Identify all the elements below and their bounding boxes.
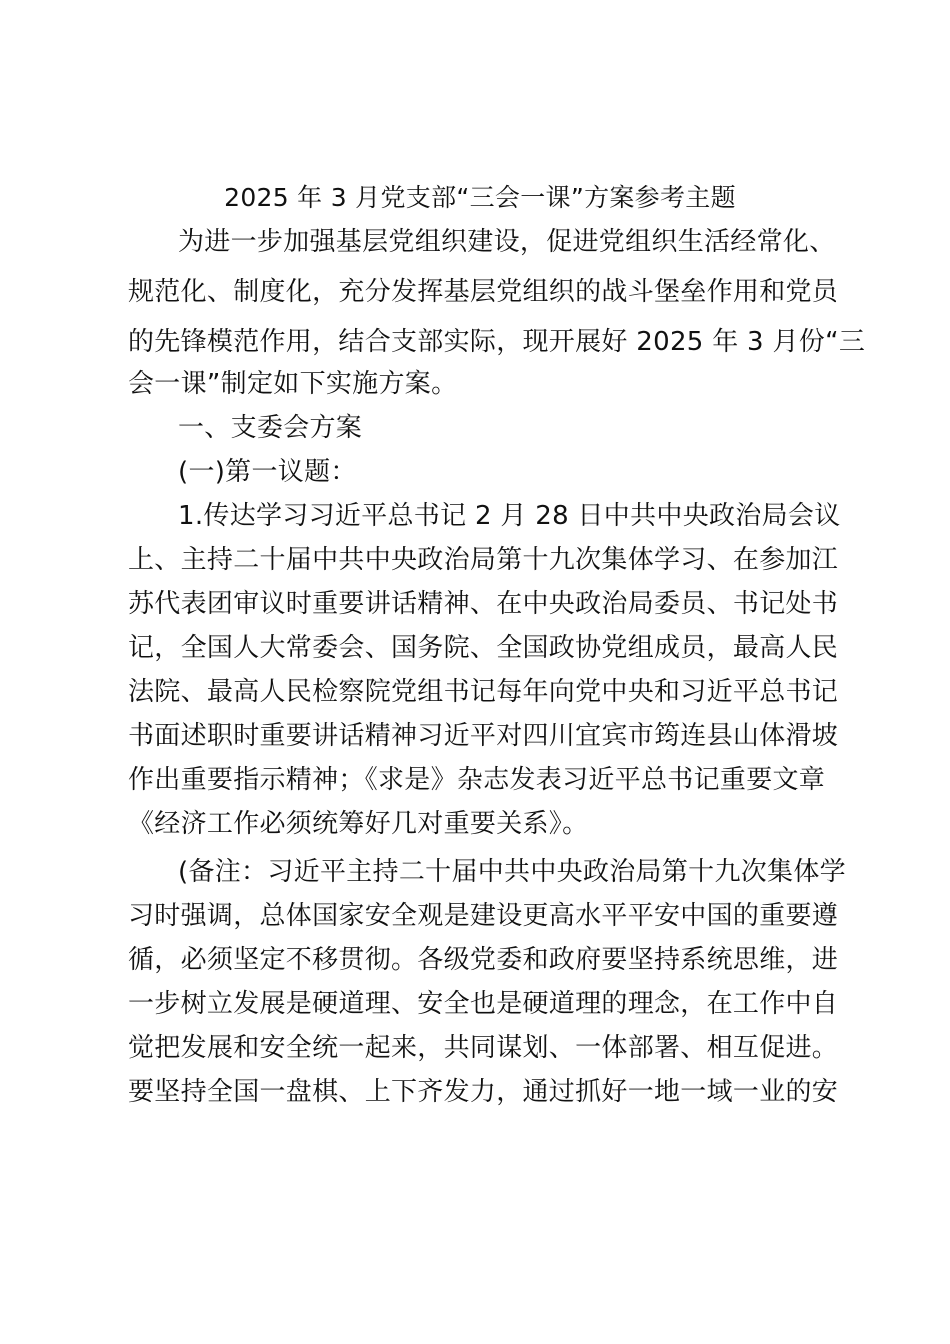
paragraph-line: 苏代表团审议时重要讲话精神、在中央政治局委员、书记处书 — [128, 589, 839, 619]
paragraph-line: 书面述职时重要讲话精神习近平对四川宜宾市筠连县山体滑坡 — [128, 721, 839, 751]
subsection-heading: (一)第一议题： — [178, 457, 357, 487]
note-line: 习时强调，总体国家安全观是建设更高水平平安中国的重要遵 — [128, 901, 839, 931]
paragraph-line: 作出重要指示精神；《求是》杂志发表习近平总书记重要文章 — [128, 765, 826, 795]
paragraph-line: 记，全国人大常委会、国务院、全国政协党组成员，最高人民 — [128, 633, 839, 663]
paragraph-line: 会一课”制定如下实施方案。 — [128, 369, 458, 399]
note-line: 要坚持全国一盘棋、上下齐发力，通过抓好一地一域一业的安 — [128, 1077, 839, 1107]
paragraph-line: 为进一步加强基层党组织建设，促进党组织生活经常化、 — [178, 227, 836, 257]
document-title: 2025 年 3 月党支部“三会一课”方案参考主题 — [224, 183, 736, 212]
section-heading: 一、支委会方案 — [178, 413, 363, 443]
paragraph-line: 《经济工作必须统筹好几对重要关系》。 — [128, 809, 589, 839]
paragraph-line: 1.传达学习习近平总书记 2 月 28 日中共中央政治局会议 — [178, 501, 841, 531]
paragraph-line: 上、主持二十届中共中央政治局第十九次集体学习、在参加江 — [128, 545, 839, 575]
note-line: 一步树立发展是硬道理、安全也是硬道理的理念，在工作中自 — [128, 989, 839, 1019]
note-line: (备注：习近平主持二十届中共中央政治局第十九次集体学 — [178, 857, 846, 887]
note-line: 循，必须坚定不移贯彻。各级党委和政府要坚持系统思维，进 — [128, 945, 839, 975]
paragraph-line: 的先锋模范作用，结合支部实际，现开展好 2025 年 3 月份“三 — [128, 327, 866, 357]
paragraph-line: 法院、最高人民检察院党组书记每年向党中央和习近平总书记 — [128, 677, 839, 707]
paragraph-line: 规范化、制度化，充分发挥基层党组织的战斗堡垒作用和党员 — [128, 277, 839, 307]
note-line: 觉把发展和安全统一起来，共同谋划、一体部署、相互促进。 — [128, 1033, 839, 1063]
